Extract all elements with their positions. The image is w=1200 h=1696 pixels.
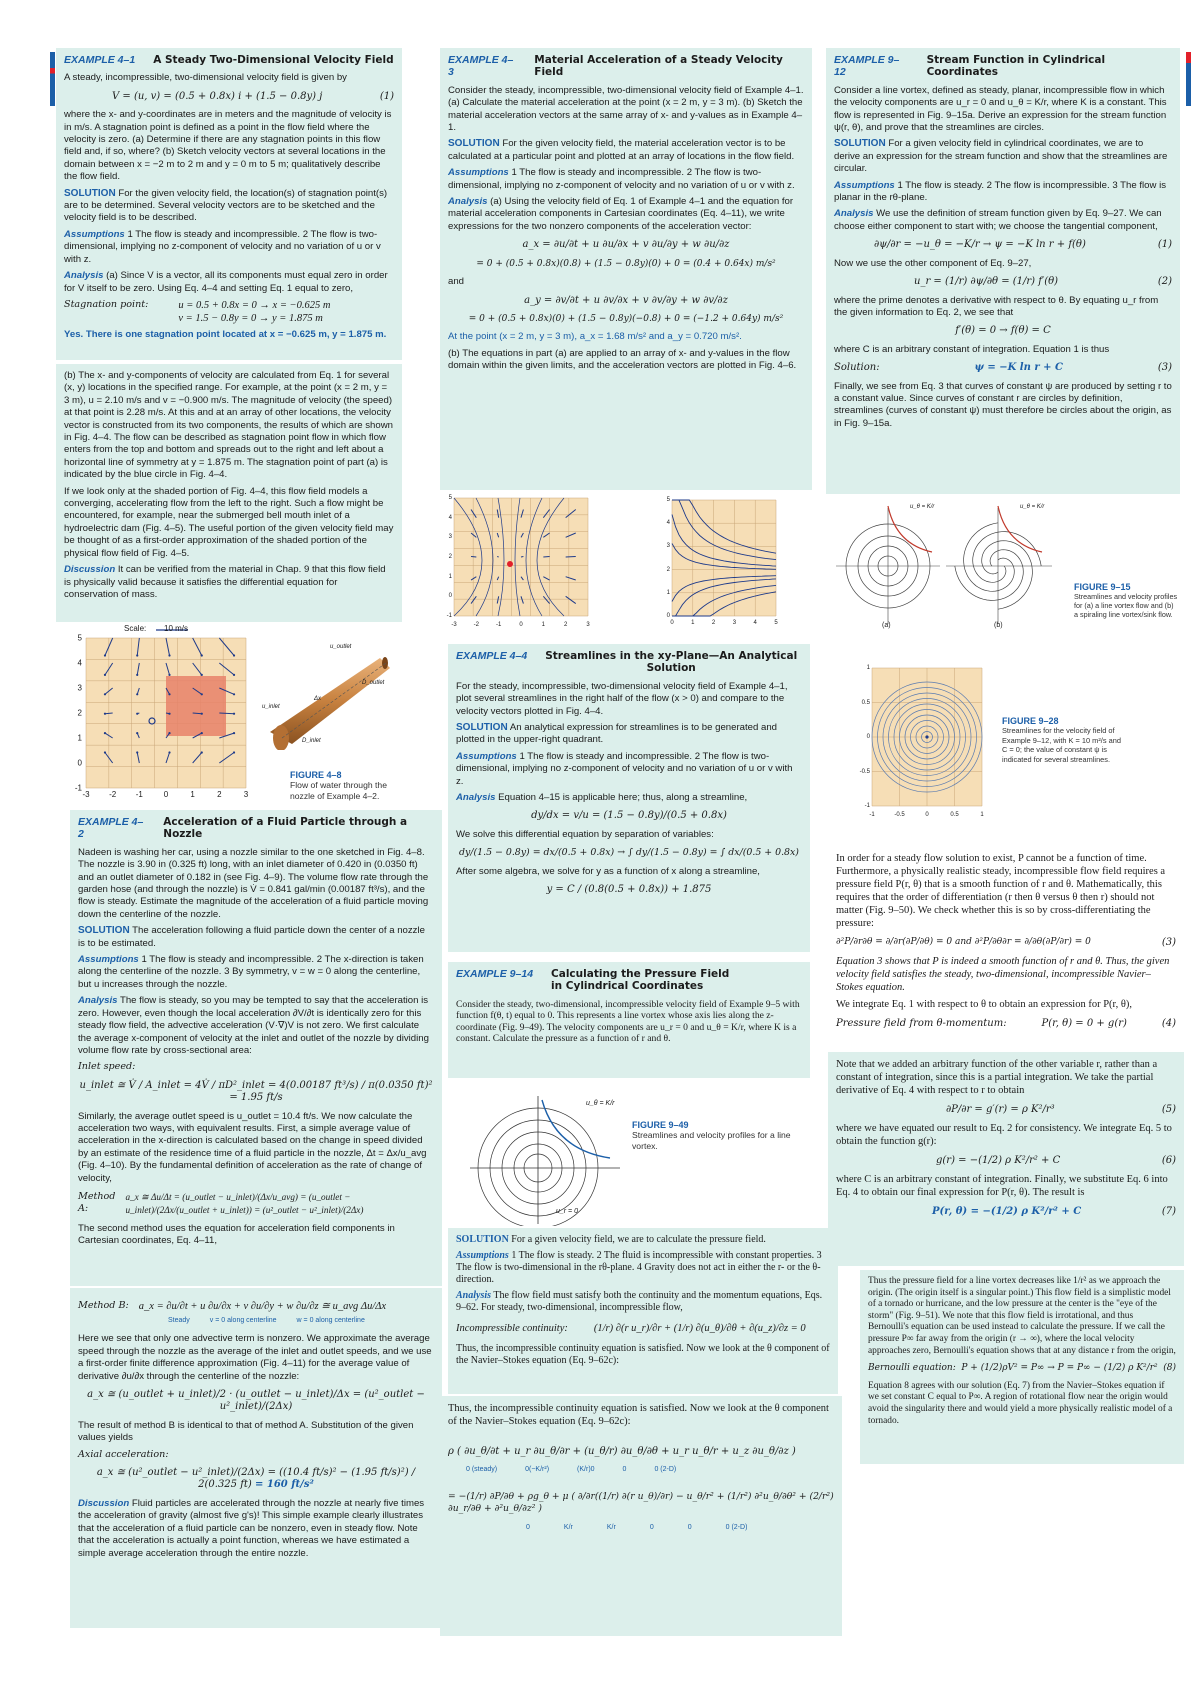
- x-tick-label: -1: [495, 622, 502, 628]
- vector-head: [168, 674, 170, 676]
- vector-head: [104, 732, 106, 734]
- shaded-portion-text: If we look only at the shaded portion of Fig. 4–4, this flow field models a converging, accelerating flow from the left to the right. Such a flow might be encountered, for example, near the submerged bell mouth inlet of a hydroelectric dam (Fig. 4–5). The useful portion of the given velocity field may be thought of as a first-order approximation of the shaded portion of the physical flow field of Fig. 4–5.: [64, 485, 394, 559]
- figure-9-15-vortex-profiles: [830, 500, 1180, 636]
- equation-2: u_r = (1/r) ∂ψ/∂θ = (1/r) f′(θ) (2): [914, 276, 1172, 288]
- vector-head: [136, 713, 138, 715]
- problem-text: For the steady, incompressible, two-dimensional velocity field of Example 4–1, plot several streamlines in the right half of the flow (x > 0) and compare to the velocity vectors plotted in Fig. 4–4.: [456, 680, 788, 717]
- discussion-text: Discussion It can be verified from the material in Chap. 9 that this flow field is physically valid because it satisfies the differential equation for conservation of mass.: [64, 564, 386, 600]
- part-b-text: (b) The x- and y-components of velocity are calculated from Eq. 1 for several (x, y) locations in the specified range. For example, at the point (x = 2 m, y = 3 m), u = 2.10 m/s and v = −0.900 m/s. The magnitude of velocity (the speed) at that point is 2.28 m/s. At this and at an array of other locations, the velocity vector is constructed from its two components, the results of which are shown in Fig. 4–4. The flow can be described as stagnation point flow in which flow enters from the top and bottom and spreads out to the right and left about a horizontal line of symmetry at y = 1.875 m. The stagnation point of part (a) is indicated by the blue circle in Fig. 4–4.: [64, 370, 393, 481]
- y-tick-label: 2: [448, 554, 452, 560]
- stagnation-point-marker: [507, 561, 513, 567]
- equation-3: Solution: ψ = −K ln r + C (3): [834, 362, 1172, 374]
- vector-head: [104, 751, 106, 753]
- y-tick-label: 2: [666, 566, 670, 573]
- continuity-equation: Incompressible continuity: (1/r) ∂(r u_r)/∂r + (1/r) ∂(u_θ)/∂θ + ∂(u_z)/∂z = 0: [456, 1323, 806, 1334]
- vector-head: [233, 732, 235, 734]
- inlet-equation: u_inlet ≅ V̇ / A_inlet = 4V̇ / πD²_inlet = 4(0.00187 ft³/s) / π(0.0350 ft)² = 1.95 ft/s: [79, 1079, 433, 1104]
- spiral-streamline: [955, 550, 1024, 601]
- finite-difference-equation: a_x ≅ (u_outlet + u_inlet)/2 · (u_outlet − u_inlet)/Δx = (u²_outlet − u²_inlet)/(2Δx): [87, 1389, 425, 1413]
- y-tick-label: -0.5: [859, 768, 870, 775]
- label-d-outlet: D_outlet: [362, 680, 385, 686]
- example-4-1-panel: [56, 48, 402, 360]
- label-u-theta-b: u_θ = K/r: [1020, 504, 1045, 510]
- analysis-text: Analysis (a) Since V is a vector, all its components must equal zero in order for V itself to be zero. Using Eq. 4–4 and setting Eq. 1 equal to zero,: [64, 270, 388, 294]
- y-tick-label: 0.5: [861, 699, 870, 706]
- point-result: At the point (x = 2 m, y = 3 m), a_x = 1.68 m/s² and a_y = 0.720 m/s².: [448, 331, 742, 343]
- vector-head: [136, 751, 138, 753]
- y-tick-label: 5: [448, 495, 452, 501]
- streamlines-plot: [660, 496, 778, 620]
- problem-text: Nadeen is washing her car, using a nozzle similar to the one sketched in Fig. 4–8. The nozzle is 3.90 in (0.325 ft) long, with an inlet diameter of 0.420 in (0.0350 ft) and an outlet diameter of 0.182 in (see Fig. 4–9). The volume flow rate through the garden hose (and through the nozzle) is V̇ = 0.841 gal/min (0.00187 ft³/s), and the flow is steady. Estimate the magnitude of the acceleration of a fluid particle moving down the centerline of the nozzle.: [78, 846, 429, 920]
- example-9-14-navier-stokes-panel: [440, 1396, 842, 1636]
- y-tick-label: 0: [448, 593, 452, 600]
- stagnation-result: Yes. There is one stagnation point located at x = −0.625 m, y = 1.875 m.: [64, 328, 387, 340]
- y-tick-label: 1: [666, 589, 670, 596]
- vector-head: [104, 654, 106, 656]
- bernoulli-equation: Bernoulli equation: P + (1/2)ρV² = P∞ → P = P∞ − (1/2) ρ K²/r² (8): [868, 1363, 1176, 1374]
- example-4-2-panel: [70, 810, 442, 1286]
- label-delta-x: Δx: [314, 696, 322, 702]
- partial-integration-text: Note that we added an arbitrary function of the other variable r, rather than a constant of integration, since this is a partial integration. We take the partial derivative of Eq. 4 with respect to r to obtain: [836, 1059, 1158, 1096]
- navier-stokes-rhs-annotations: 0 K/r K/r 0 0 0 (2-D): [526, 1523, 748, 1531]
- x-tick-label: 0: [163, 790, 169, 799]
- scale-value: 10 m/s: [164, 624, 189, 633]
- assumptions-text: Assumptions 1 The flow is steady and incompressible. 2 The flow is two-dimensional, implying no z-component of velocity and no variation of u or v with z.: [456, 750, 793, 787]
- figure-caption: Flow of water through the nozzle of Example 4–2.: [290, 780, 387, 801]
- constant-text: where C is an arbitrary constant of integration. Equation 1 is thus: [834, 343, 1110, 355]
- spiral-streamline: [973, 532, 1041, 583]
- vector-head: [201, 654, 203, 656]
- vector-head: [168, 751, 170, 753]
- problem-text: Consider a line vortex, defined as steady, planar, incompressible flow in which the velocity components are u_r = 0 and u_θ = K/r, where K is a constant. This flow is represented in Fig. 9–15a. Derive an expression for the stream function ψ(r, θ), and prove that the streamlines are circles.: [834, 84, 1167, 134]
- equation-4: Pressure field from θ-momentum: P(r, θ) = 0 + g(r) (4): [836, 1018, 1176, 1029]
- vector-head: [201, 713, 203, 715]
- x-tick-label: 0.5: [950, 812, 959, 818]
- y-tick-label: 5: [77, 633, 82, 643]
- vector-head: [233, 751, 235, 753]
- y-tick-label: 1: [77, 733, 82, 743]
- example-number: EXAMPLE 9–12: [834, 54, 900, 79]
- nozzle-body: [270, 658, 390, 744]
- figure-title: FIGURE 4–8: [290, 770, 342, 780]
- x-tick-label: 3: [243, 790, 249, 799]
- y-tick-label: 1: [866, 665, 870, 671]
- prime-text: where the prime denotes a derivative with respect to θ. By equating u_r from the given information to Eq. 2, we see that: [834, 294, 1159, 318]
- problem-text: Consider the steady, incompressible, two-dimensional velocity field of Example 4–1. (a) Calculate the material acceleration at the point (x = 2 m, y = 3 m). (b) Sketch the material acceleration vectors at the same array of x- and y-values as in Example 4–1.: [448, 84, 804, 134]
- x-tick-label: -2: [473, 622, 479, 628]
- x-tick-label: 1: [980, 812, 984, 818]
- vector-head: [136, 674, 138, 676]
- y-tick-label: 0: [77, 758, 82, 768]
- equation-f-theta: f′(θ) = 0 → f(θ) = C: [955, 325, 1051, 337]
- nozzle-inlet: [273, 725, 289, 750]
- example-9-14-solution-panel: [448, 1228, 838, 1394]
- vector-head: [104, 674, 106, 676]
- example-title: A Steady Two-Dimensional Velocity Field: [153, 54, 394, 66]
- vector-head: [168, 654, 170, 656]
- y-tick-label: 0: [866, 734, 870, 740]
- vortex-profiles-plot: [830, 500, 1070, 632]
- velocity-profile-curve: [542, 1100, 610, 1158]
- page-marker-right: [1186, 52, 1191, 106]
- problem-text: Consider the steady, two-dimensional, incompressible velocity field of Example 9–5 with function f(θ, t) equal to 0. This represents a line vortex whose axis lies along the z-coordinate (Fig. 9–49). The velocity components are u_r = 0 and u_θ = K/r, where K is a constant. Calculate the pressure as a function of r and θ.: [456, 998, 800, 1045]
- assumptions-text: Assumptions 1 The flow is steady. 2 The fluid is incompressible with constant properties. 3 The flow is two-dimensional in the rθ-plane. 4 Gravity does not act in either the r- or the θ-direction.: [456, 1250, 822, 1285]
- example-number: EXAMPLE 4–3: [448, 54, 514, 79]
- equation-1: V = (u, v) = (0.5 + 0.8x) i + (1.5 − 0.8y) j (1): [112, 90, 394, 102]
- spiral-streamline: [964, 523, 1015, 592]
- vector-head: [201, 751, 203, 753]
- velocity-profile-b: [998, 504, 1045, 552]
- outlet-text: Similarly, the average outlet speed is u_outlet = 10.4 ft/s. We now calculate the acceleration two ways, with equivalent results. First, a simple average value of acceleration in the x-direction is calculated based on the change in speed divided by an estimate of the residence time of a fluid particle in the nozzle, Δt = Δx/u_avg (Fig. 4–10). By the fundamental definition of acceleration as the rate of change of velocity,: [78, 1110, 427, 1184]
- method-b-annotations: Steady v = 0 along centerline w = 0 along centerline: [168, 1317, 365, 1324]
- nozzle-illustration: [262, 640, 402, 750]
- label-a: (a): [882, 622, 891, 629]
- example-number: EXAMPLE 9–14: [456, 968, 534, 980]
- pressure-smoothness-panel: [828, 846, 1184, 1050]
- analysis-text: Analysis The flow is steady, so you may be tempted to say that the acceleration is zero. However, even though the local acceleration ∂V/∂t is identically zero for this steady flow field, the advective acceleration (V·∇)V is not zero. We first calculate the average x-component of velocity at the inlet and outlet of the nozzle by dividing volume flow rate by cross-sectional area:: [78, 995, 429, 1056]
- example-title: Calculating the Pressure Field: [551, 968, 730, 980]
- assumptions-text: Assumptions 1 The flow is steady and incompressible. 2 The flow is two-dimensional, implying no z-component of velocity and no variation of u or v with z.: [448, 167, 795, 191]
- example-title: Material Acceleration of a Steady Velocity Field: [534, 54, 783, 79]
- example-title: Acceleration of a Fluid Particle through a Nozzle: [163, 816, 408, 841]
- navier-stokes-lhs-annotations: 0 (steady) 0(−K/r²) (K/r)0 0 0 (2-D): [466, 1466, 677, 1474]
- solution-text: SOLUTION The acceleration following a fluid particle down the center of a nozzle is to be estimated.: [78, 925, 425, 949]
- y-tick-label: 3: [77, 683, 82, 693]
- continuity-result-text: Thus, the incompressible continuity equation is satisfied. Now we look at the θ component of the Navier–Stokes equation (Eq. 9–62c):: [456, 1343, 830, 1366]
- agreement-text: Equation 8 agrees with our solution (Eq. 7) from the Navier–Stokes equation if we set constant C equal to P∞. A region of rotational flow near the origin would avoid the singularity there and would yield a more physically realistic model of a tornado.: [868, 1380, 1173, 1426]
- y-tick-label: 3: [448, 534, 452, 541]
- separation-equation: dy/(1.5 − 0.8y) = dx/(0.5 + 0.8x) → ∫ dy/(1.5 − 0.8y) = ∫ dx/(0.5 + 0.8x): [459, 847, 799, 859]
- x-tick-label: 2: [711, 620, 716, 626]
- assumptions-text: Assumptions 1 The flow is steady and incompressible. 2 The x-direction is taken along the centerline of the nozzle. 3 By symmetry, v = w = 0 along the centerline, but u increases through the nozzle.: [78, 954, 424, 990]
- velocity-vector: [105, 713, 113, 714]
- vector-head: [104, 713, 106, 715]
- y-tick-label: 0: [666, 613, 670, 619]
- figure-title: FIGURE 9–49: [632, 1120, 689, 1130]
- inlet-label: Inlet speed:: [78, 1061, 136, 1073]
- example-4-4-panel: [448, 644, 810, 952]
- figure-4-6-acceleration-field: [440, 494, 592, 632]
- label-u-theta: u_θ = K/r: [586, 1100, 615, 1107]
- finite-difference-text: Here we see that only one advective term is nonzero. We approximate the average speed through the nozzle as the average of the inlet and outlet speeds, and we use a first-order finite difference approximation (Fig. 4–11) for the average value of derivative ∂u/∂x through the centerline of the nozzle:: [78, 1333, 432, 1382]
- steady-flow-text: In order for a steady flow solution to exist, P cannot be a function of time. Furthermore, a physically realistic steady, incompressible flow field requires a pressure field P(r, θ) that is a smooth function of r and θ. Mathematically, this requires that the order of differentiation (r then θ versus θ then r) should not matter (Fig. 9–50). We check whether this is so by cross-differentiating the pressure:: [836, 853, 1166, 929]
- figure-9-28-streamlines: [856, 664, 1186, 834]
- y-tick-label: 4: [77, 658, 82, 668]
- x-tick-label: 4: [753, 620, 757, 626]
- example-9-12-panel: [826, 48, 1180, 494]
- vector-head: [136, 693, 138, 695]
- example-number: EXAMPLE 4–1: [64, 54, 136, 66]
- example-4-3-panel: [440, 48, 812, 490]
- bernoulli-panel: [860, 1270, 1184, 1464]
- streamline-slope-equation: dy/dx = v/u = (1.5 − 0.8y)/(0.5 + 0.8x): [531, 810, 727, 822]
- stagnation-equations: Stagnation point: u = 0.5 + 0.8x = 0 → x = −0.625 m v = 1.5 − 0.8y = 0 → y = 1.875 m: [64, 298, 331, 324]
- x-tick-label: 0: [519, 622, 523, 628]
- vector-head: [233, 713, 235, 715]
- example-title-line-2: Solution: [646, 662, 696, 675]
- solution-text: SOLUTION For a given velocity field in cylindrical coordinates, we are to derive an expression for the stream function and show that the streamlines are circular.: [834, 138, 1168, 175]
- vector-head: [168, 732, 170, 734]
- y-tick-label: -1: [446, 613, 452, 619]
- axial-label: Axial acceleration:: [78, 1448, 169, 1460]
- origin-marker: [925, 735, 928, 738]
- velocity-vector: [193, 713, 202, 714]
- x-tick-label: 2: [217, 790, 222, 799]
- label-u-outlet: u_outlet: [330, 644, 352, 650]
- y-tick-label: 5: [666, 497, 670, 503]
- y-tick-label: 2: [77, 708, 82, 718]
- line-vortex-pressure-text: Thus the pressure field for a line vortex decreases like 1/r² as we approach the origin. (The origin itself is a singular point.) This flow field is a simplistic model of a tornado or hurricane, and the low pressure at the center is the "eye of the storm" (Fig. 9–51). We note that this flow field is irrotational, and thus Bernoulli's equation can be used instead to calculate the pressure. If we call the pressure P∞ far away from the origin (r → ∞), where the local velocity approaches zero, Bernoulli's equation shows that at any distance r from the origin,: [868, 1276, 1176, 1356]
- integrate-text: We integrate Eq. 1 with respect to θ to obtain an expression for P(r, θ),: [836, 999, 1133, 1010]
- vector-head: [201, 732, 203, 734]
- x-tick-label: -1: [869, 812, 875, 818]
- assumptions-text: Assumptions 1 The flow is steady and incompressible. 2 The flow is two-dimensional, implying no z-component of velocity and no variation of u or v with z.: [64, 228, 381, 265]
- figure-title: FIGURE 9–28: [1002, 716, 1059, 726]
- example-4-1-continued-panel: [56, 364, 402, 622]
- page-marker-left: [50, 52, 55, 106]
- equation-3: ∂²P/∂r∂θ = ∂/∂r(∂P/∂θ) = 0 and ∂²P/∂θ∂r = ∂/∂θ(∂P/∂r) = 0 (3): [836, 937, 1176, 948]
- shaded-region: [166, 676, 226, 736]
- figure-caption: Streamlines and velocity profiles for (a) a line vortex flow and (b) a spiraling line vortex/sink flow.: [1074, 592, 1178, 619]
- x-tick-label: 3: [586, 622, 590, 628]
- streamlines-plot: [856, 664, 986, 814]
- example-title-line-2: in Cylindrical Coordinates: [551, 980, 704, 993]
- and-text: and: [448, 276, 465, 288]
- equation-6: g(r) = −(1/2) ρ K²/r² + C (6): [936, 1155, 1176, 1166]
- spiral-streamline: [982, 541, 1033, 610]
- axial-equation: a_x ≅ (u²_outlet − u²_inlet)/(2Δx) = ((10.4 ft/s)² − (1.95 ft/s)²) / 2(0.325 ft) = 160 ft/s²: [96, 1467, 416, 1491]
- x-tick-label: 3: [732, 620, 737, 626]
- x-tick-label: 1: [691, 620, 695, 626]
- x-tick-label: 5: [774, 620, 778, 626]
- navier-stokes-rhs: = −(1/r) ∂P/∂θ + ρg_θ + μ ( ∂/∂r((1/r) ∂(r u_θ)/∂r) − u_θ/r² + (1/r²) ∂²u_θ/∂θ² + (2/r²) ∂u_r/∂θ + ∂²u_θ/∂z² ): [448, 1490, 834, 1515]
- x-tick-label: 0: [925, 812, 929, 818]
- algebra-text: After some algebra, we solve for y as a function of x along a streamline,: [456, 865, 760, 877]
- example-9-14-panel: [448, 962, 810, 1078]
- line-vortex-plot: [460, 1090, 640, 1226]
- figure-caption: Streamlines for the velocity field of Example 9–12, with K = 10 m²/s and C = 0; the value of constant ψ is indicated for several streamlines.: [1002, 726, 1121, 764]
- equation-1: ∂ψ/∂r = −u_θ = −K/r → ψ = −K ln r + f(θ) (1): [874, 239, 1172, 251]
- y-tick-label: 4: [448, 514, 452, 521]
- scale-label: Scale:: [124, 624, 147, 633]
- vector-head: [104, 693, 106, 695]
- theta-momentum-text: Thus, the incompressible continuity equation is satisfied. Now we look at the θ component of the Navier–Stokes equation (Eq. 9–62c):: [448, 1403, 829, 1427]
- ay-equation: a_y = ∂v/∂t + u ∂v/∂x + v ∂v/∂y + w ∂v/∂z: [524, 294, 728, 306]
- ax-equation: a_x = ∂u/∂t + u ∂u/∂x + v ∂u/∂y + w ∂u/∂z: [522, 239, 730, 251]
- acceleration-field-plot: [440, 494, 592, 622]
- figure-4-8-nozzle: [262, 640, 402, 804]
- vector-head: [136, 654, 138, 656]
- solution-text: SOLUTION For the given velocity field, the location(s) of stagnation point(s) are to be determined. Several velocity vectors are to be sketched and the velocity field is to be described.: [64, 187, 388, 224]
- substitution-text: The result of method B is identical to that of method A. Substitution of the given values yields: [78, 1419, 414, 1444]
- x-tick-label: 1: [190, 790, 195, 799]
- equation-5: ∂P/∂r = g′(r) = ρ K²/r³ (5): [946, 1104, 1176, 1115]
- circles-text: Finally, we see from Eq. 3 that curves of constant ψ are produced by setting r to a constant value. Since curves of constant r are circles by definition, streamlines (curves of constant ψ) must therefore be circles about the origin, as in Fig. 9–15a.: [834, 380, 1172, 429]
- x-tick-label: 0: [670, 620, 674, 626]
- y-tick-label: 3: [666, 543, 670, 550]
- ay-equation-result: = 0 + (0.5 + 0.8x)(0) + (1.5 − 0.8y)(−0.8) + 0 = (−1.2 + 0.64y) m/s²: [468, 313, 784, 324]
- figure-9-49-line-vortex: [460, 1090, 810, 1226]
- x-tick-label: -3: [451, 622, 457, 628]
- substitute-text: where C is an arbitrary constant of integration. Finally, we substitute Eq. 6 into Eq. 4 to obtain our final expression for P(r, θ). The result is: [836, 1174, 1168, 1198]
- y-tick-label: 4: [666, 520, 670, 527]
- vector-head: [136, 732, 138, 734]
- solution-text: SOLUTION An analytical expression for streamlines is to be generated and plotted in the upper-right quadrant.: [456, 722, 777, 746]
- x-tick-label: -0.5: [894, 812, 905, 818]
- figure-title: FIGURE 9–15: [1074, 582, 1131, 592]
- vector-head: [168, 693, 170, 695]
- label-d-inlet: D_inlet: [302, 738, 321, 744]
- method-b-intro: The second method uses the equation for acceleration field components in Cartesian coordinates, Eq. 4–11,: [78, 1222, 395, 1247]
- label-b: (b): [994, 622, 1003, 629]
- other-component-text: Now we use the other component of Eq. 9–27,: [834, 257, 1032, 269]
- example-4-2-continued-panel: [70, 1288, 442, 1628]
- y-tick-label: 1: [448, 573, 452, 580]
- example-title: Streamlines in the xy-Plane—An Analytical: [545, 650, 798, 662]
- vector-head: [201, 674, 203, 676]
- ax-equation-result: = 0 + (0.5 + 0.8x)(0.8) + (1.5 − 0.8y)(0) + 0 = (0.4 + 0.64x) m/s²: [476, 258, 776, 269]
- separation-text: We solve this differential equation by separation of variables:: [456, 828, 714, 840]
- figure-caption: Streamlines and velocity profiles for a line vortex.: [632, 1130, 791, 1151]
- vector-head: [201, 693, 203, 695]
- smooth-function-text: Equation 3 shows that P is indeed a smooth function of r and θ. Thus, the given velocity field satisfies the steady, two-dimensional, incompressible Navier–Stokes equation.: [836, 956, 1170, 993]
- vector-head: [233, 674, 235, 676]
- x-tick-label: -2: [109, 790, 117, 799]
- y-tick-label: -1: [74, 783, 82, 793]
- pressure-integration-panel: [828, 1052, 1184, 1266]
- vector-head: [233, 654, 235, 656]
- analysis-text: Analysis We use the definition of stream function given by Eq. 9–27. We can choose either component to start with; we choose the tangential component,: [834, 208, 1162, 232]
- equate-text: where we have equated our result to Eq. 2 for consistency. We integrate Eq. 5 to obtain the function g(r):: [836, 1123, 1172, 1147]
- figure-4-5-streamlines: [660, 496, 778, 630]
- navier-stokes-lhs: ρ ( ∂u_θ/∂t + u_r ∂u_θ/∂r + (u_θ/r) ∂u_θ/∂θ + u_r u_θ/r + u_z ∂u_θ/∂z ): [448, 1446, 796, 1457]
- vector-head: [233, 693, 235, 695]
- part-b-text: (b) The equations in part (a) are applied to an array of x- and y-values in the flow domain within the given limits, and the acceleration vectors are plotted in Fig. 4–6.: [448, 347, 797, 372]
- x-tick-label: 1: [541, 622, 545, 628]
- method-a: Method A: a_x ≅ Δu/Δt = (u_outlet − u_inlet)/(Δx/u_avg) = (u_outlet − u_inlet)/(2Δx/(u_outlet + u_inlet)) = (u²_outlet − u²_inlet)/(2Δx): [78, 1190, 364, 1215]
- equation-7: P(r, θ) = −(1/2) ρ K²/r² + C (7): [932, 1206, 1176, 1217]
- label-u-inlet: u_inlet: [262, 704, 280, 710]
- y-tick-label: -1: [864, 803, 870, 809]
- nozzle-outlet: [382, 657, 388, 669]
- x-tick-label: 2: [563, 622, 568, 628]
- assumptions-text: Assumptions 1 The flow is steady. 2 The flow is incompressible. 3 The flow is planar in the rθ-plane.: [834, 179, 1167, 204]
- x-tick-label: -1: [135, 790, 143, 799]
- discussion-text: Discussion Fluid particles are accelerated through the nozzle at nearly five times the acceleration of gravity (almost five g's)! This simple example clearly illustrates that the acceleration of a fluid particle can be nonzero, even in steady flow. Note that the acceleration is actually a point function, whereas we have estimated a simple average acceleration through the entire nozzle.: [78, 1497, 425, 1559]
- example-number: EXAMPLE 4–2: [78, 816, 144, 841]
- figure-4-4-velocity-field: [64, 624, 254, 802]
- streamline-equation: y = C / (0.8(0.5 + 0.8x)) + 1.875: [546, 884, 712, 896]
- velocity-vector: [219, 713, 234, 714]
- example-number: EXAMPLE 4–4: [456, 650, 528, 662]
- analysis-text: Analysis Equation 4–15 is applicable here; thus, along a streamline,: [456, 792, 748, 804]
- x-tick-label: -3: [82, 790, 90, 799]
- label-u-theta: u_θ = K/r: [910, 504, 935, 510]
- analysis-text: Analysis (a) Using the velocity field of Eq. 1 of Example 4–1 and the equation for material acceleration components in Cartesian coordinates (Eq. 4–11), we write expressions for the two nonzero components of the acceleration vector:: [448, 196, 794, 232]
- example-title: Stream Function in Cylindrical Coordinates: [926, 54, 1106, 79]
- intro-text: A steady, incompressible, two-dimensional velocity field is given by: [64, 72, 347, 84]
- method-b: Method B: a_x = ∂u/∂t + u ∂u/∂x + v ∂u/∂y + w ∂u/∂z ≅ u_avg Δu/Δx: [78, 1300, 387, 1312]
- problem-text: where the x- and y-coordinates are in meters and the magnitude of velocity is in m/s. A stagnation point is defined as a point in the flow field where the velocity is zero. (a) Determine if there are any stagnation points in this flow field and, if so, where? (b) Sketch velocity vectors at several locations in the domain between x = −2 m to 2 m and y = 0 m to 5 m; qualitatively describe the flow field.: [64, 109, 392, 183]
- solution-text: SOLUTION For the given velocity field, the material acceleration vector is to be calculated at a particular point and plotted at an array of locations in the flow field.: [448, 138, 795, 162]
- solution-text: SOLUTION For a given velocity field, we are to calculate the pressure field.: [456, 1234, 766, 1245]
- vector-head: [168, 713, 170, 715]
- label-u-r: u_r = 0: [556, 1208, 578, 1215]
- velocity-field-plot: [64, 624, 254, 802]
- analysis-text: Analysis The flow field must satisfy both the continuity and the momentum equations, Eqs. 9–62. For steady, two-dimensional, incompressible flow,: [456, 1290, 823, 1313]
